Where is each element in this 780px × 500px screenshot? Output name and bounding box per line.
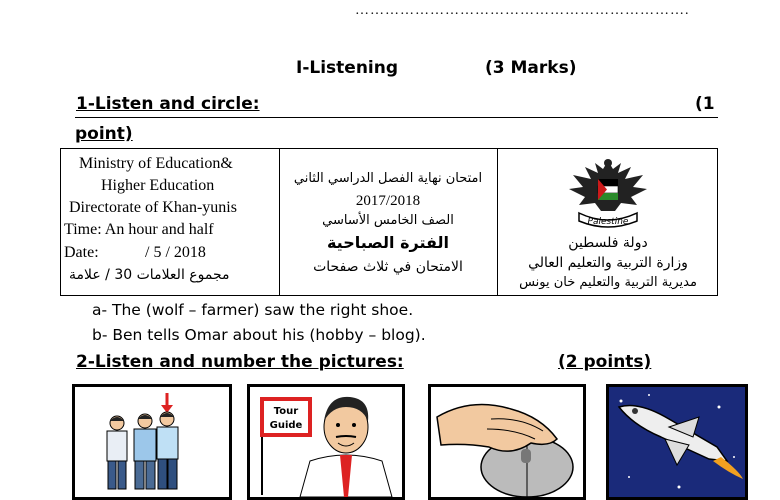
- name-dots: ………………………………………………………….: [355, 3, 690, 18]
- sign-line2: Guide: [269, 420, 303, 431]
- session-ar: الفترة الصباحية: [326, 233, 450, 252]
- tour-guide-illustration: [250, 387, 402, 497]
- picture-three-men: [72, 384, 232, 500]
- sign-line1: Tour: [273, 406, 299, 417]
- section-title: I-Listening: [296, 58, 399, 78]
- question-1-title: 1-Listen and circle:: [76, 94, 260, 114]
- ministry-ar: وزارة التربية والتعليم العالي: [528, 255, 688, 271]
- item-b: b- Ben tells Omar about his (hobby – blog).: [92, 326, 426, 344]
- question-1-points-cont: point): [75, 124, 133, 144]
- ministry-line2: Higher Education: [101, 177, 215, 194]
- picture-space-shuttle: [606, 384, 748, 500]
- picture-tour-guide: [247, 384, 405, 500]
- picture-hand-mouse: [428, 384, 586, 500]
- question-1-points: (1: [695, 94, 715, 114]
- total-marks: مجموع العلامات 30 / علامة: [69, 267, 230, 283]
- header-left-cell: [61, 149, 280, 295]
- three-men-illustration: [75, 387, 229, 497]
- header-middle-cell: [279, 149, 498, 295]
- pages-ar: الامتحان في ثلاث صفحات: [313, 259, 463, 275]
- state-ar: دولة فلسطين: [568, 235, 648, 251]
- directorate: Directorate of Khan-yunis: [69, 199, 237, 216]
- header-right-cell: [497, 149, 719, 295]
- exam-title-ar: امتحان نهاية الفصل الدراسي الثاني: [293, 171, 483, 186]
- palestine-eagle-emblem: [565, 153, 651, 233]
- ministry-line1: Ministry of Education&: [79, 155, 233, 172]
- emblem-caption: Palestine: [587, 217, 629, 227]
- hand-mouse-illustration: [431, 387, 583, 497]
- underline-rule: [75, 117, 718, 118]
- item-a: a- The (wolf – farmer) saw the right shoe.: [92, 301, 414, 319]
- exam-time: Time: An hour and half: [64, 221, 214, 238]
- exam-header-table: [60, 148, 718, 296]
- section-marks: (3 Marks): [485, 58, 577, 78]
- directorate-ar: مديرية التربية والتعليم خان يونس: [519, 275, 697, 290]
- date-value: / 5 / 2018: [145, 244, 206, 261]
- academic-year: 2017/2018: [355, 193, 421, 209]
- question-2-title: 2-Listen and number the pictures:: [76, 352, 404, 372]
- question-2-points: (2 points): [558, 352, 652, 372]
- date-label: Date:: [64, 244, 99, 261]
- space-shuttle-illustration: [609, 387, 745, 497]
- grade-ar: الصف الخامس الأساسي: [322, 213, 454, 228]
